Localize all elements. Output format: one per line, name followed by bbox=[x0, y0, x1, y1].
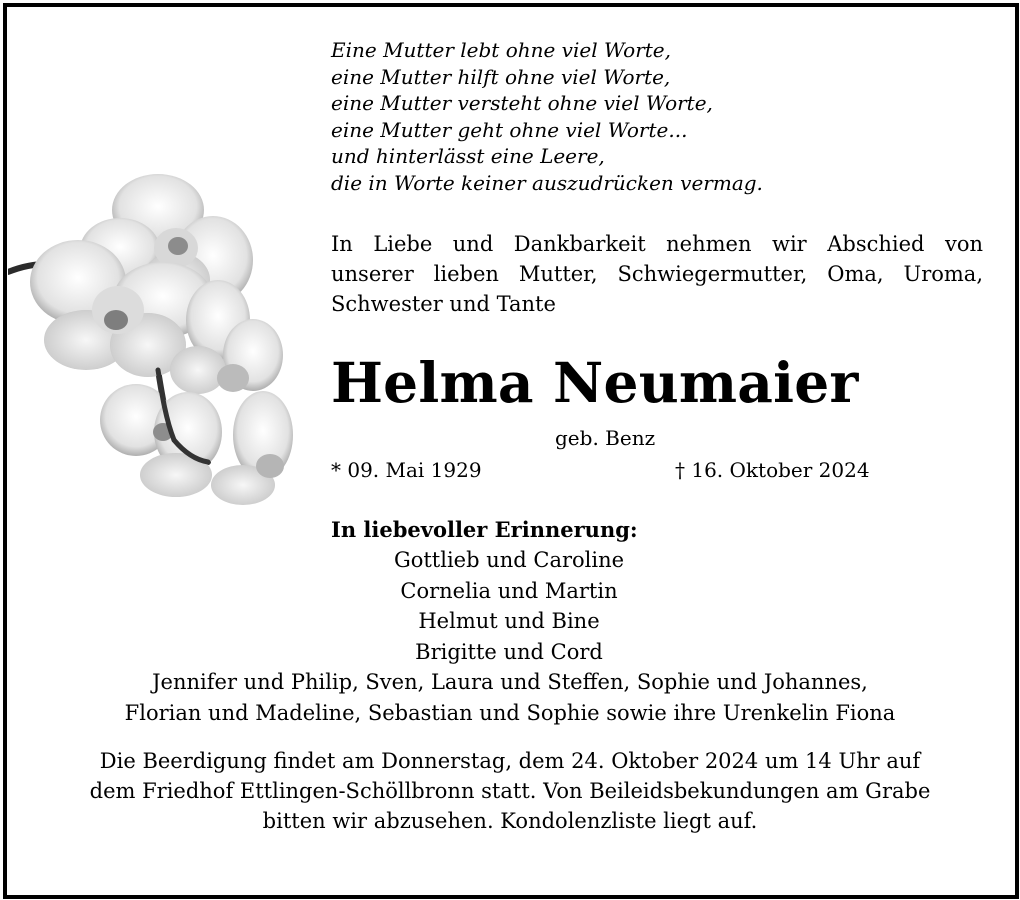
death-date: † 16. Oktober 2024 bbox=[675, 458, 870, 482]
funeral-line: bitten wir abzusehen. Kondolenzliste liegt auf. bbox=[262, 809, 758, 833]
poem-line: Eine Mutter lebt ohne viel Worte, bbox=[331, 38, 671, 62]
intro-line: Schwester und Tante bbox=[331, 292, 556, 316]
poem bbox=[331, 37, 991, 197]
family-couple: Brigitte und Cord bbox=[415, 639, 603, 664]
poem-line: die in Worte keiner auszudrücken vermag. bbox=[331, 170, 763, 195]
intro-line: In Liebe und Dankbarkeit nehmen wir Abschied von bbox=[331, 232, 983, 256]
poem-line: eine Mutter hilft ohne viel Worte, bbox=[331, 64, 671, 89]
orchid-image bbox=[8, 170, 308, 515]
family-couple: Helmut und Bine bbox=[418, 609, 600, 633]
birth-date: * 09. Mai 1929 bbox=[331, 458, 482, 482]
intro-text bbox=[331, 229, 983, 319]
family-couple: Gottlieb und Caroline bbox=[393, 548, 625, 572]
poem-line: eine Mutter versteht ohne viel Worte, bbox=[331, 91, 713, 116]
deceased-name: Helma Neumaier bbox=[331, 350, 859, 415]
funeral-line: Die Beerdigung findet am Donnerstag, dem 24. Oktober 2024 um 14 Uhr auf bbox=[99, 749, 921, 773]
grandchildren-line: Jennifer und Philip, Sven, Laura und Steffen, Sophie und Johannes, bbox=[152, 670, 868, 694]
memory-heading: In liebevoller Erinnerung: bbox=[331, 517, 638, 542]
funeral-notice bbox=[20, 746, 1000, 836]
grandchildren-line: Florian und Madeline, Sebastian und Sophie sowie ihre Urenkelin Fiona bbox=[124, 700, 896, 725]
family-couple: Cornelia und Martin bbox=[400, 578, 618, 603]
family-list bbox=[40, 545, 980, 728]
funeral-line: dem Friedhof Ettlingen-Schöllbronn statt. Von Beileidsbekundungen am Grabe bbox=[89, 779, 931, 803]
poem-line: eine Mutter geht ohne viel Worte... bbox=[331, 117, 688, 142]
orchid-flower-5 bbox=[211, 391, 293, 505]
intro-line: unserer lieben Mutter, Schwiegermutter, Oma, Uroma, bbox=[331, 262, 983, 286]
poem-line: und hinterlässt eine Leere, bbox=[331, 144, 605, 169]
maiden-name: geb. Benz bbox=[555, 426, 656, 450]
